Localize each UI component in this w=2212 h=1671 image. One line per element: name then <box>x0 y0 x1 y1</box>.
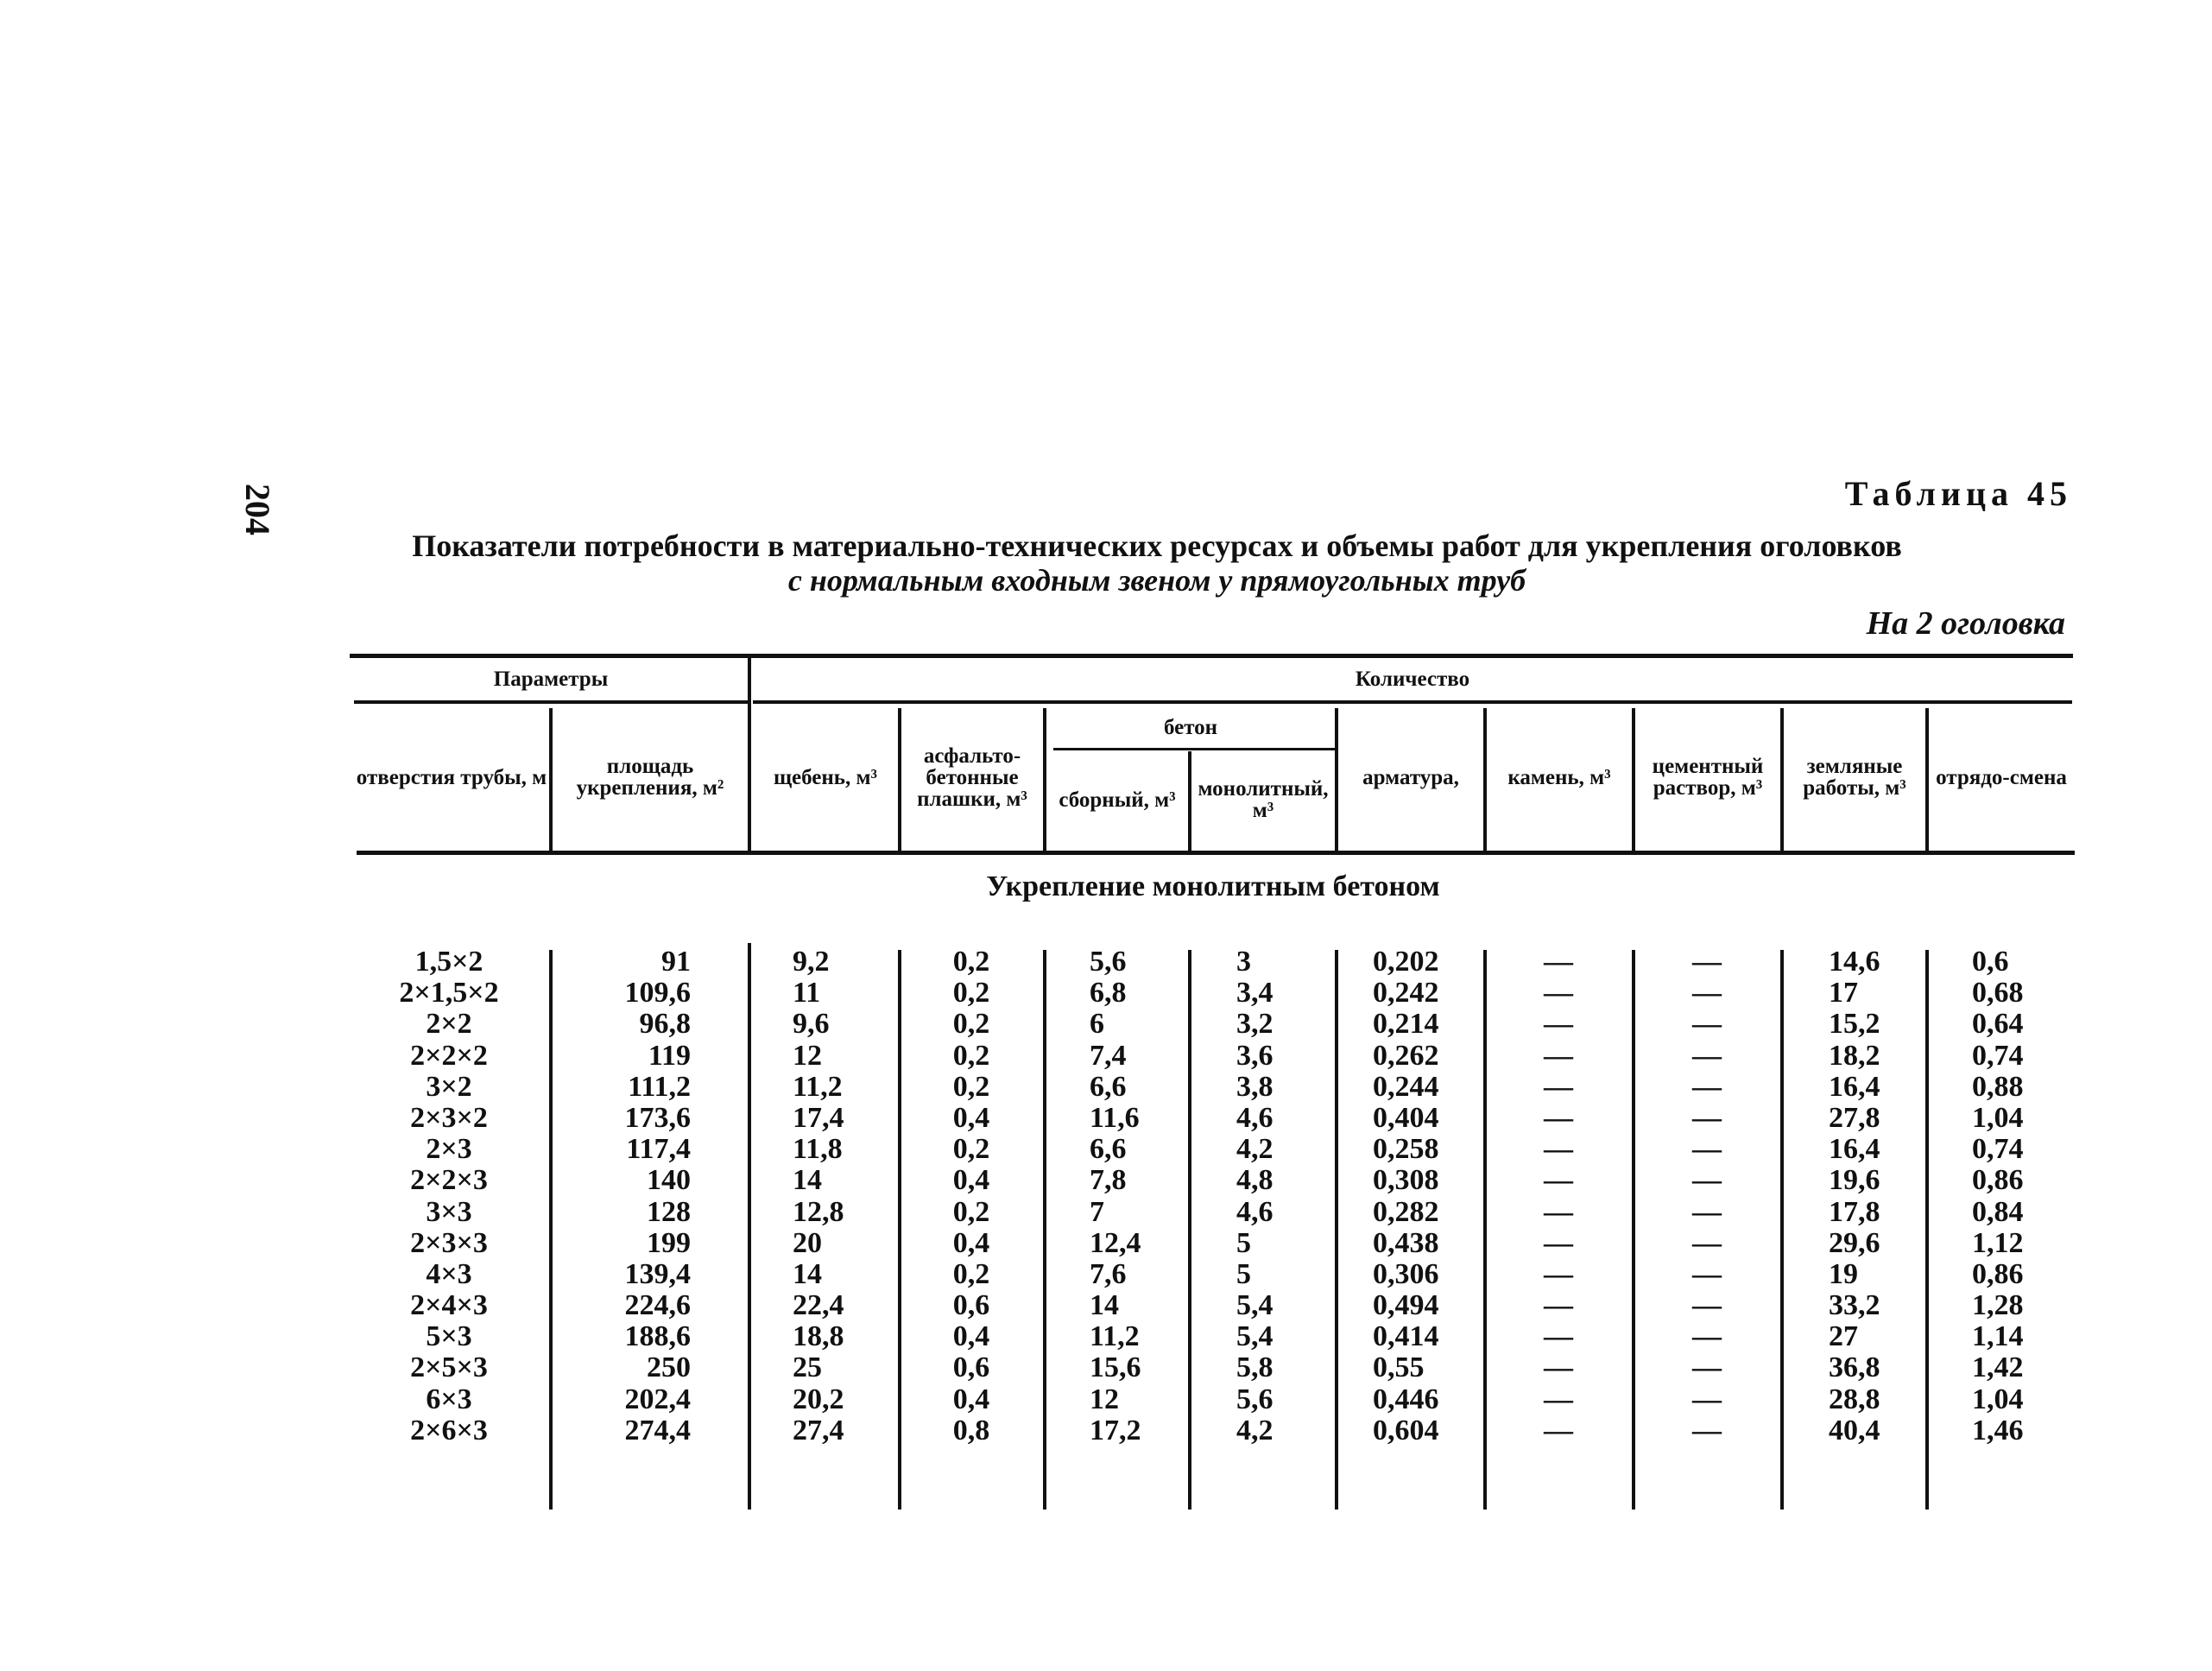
table-cell: 17 <box>1829 977 1858 1010</box>
table-cell: — <box>1692 1008 1722 1041</box>
column-earthwork <box>1829 946 1915 1446</box>
table-cell: 1,04 <box>1972 1101 2024 1134</box>
header-shifts: отрядо-смена <box>1936 765 2067 789</box>
table-cell: 0,438 <box>1373 1226 1439 1259</box>
table-cell: — <box>1544 946 1573 978</box>
vrule-body-6 <box>1335 950 1338 1510</box>
table-cell: 33,2 <box>1829 1289 1880 1322</box>
table-cell: 12 <box>793 1039 822 1072</box>
table-cell: 199 <box>647 1226 691 1259</box>
table-cell: — <box>1544 1133 1573 1166</box>
table-cell: 4,2 <box>1236 1133 1273 1166</box>
table-cell: 0,4 <box>952 1164 990 1197</box>
table-cell: 4,2 <box>1236 1414 1273 1446</box>
table-cell: 0,258 <box>1373 1133 1439 1166</box>
table-cell: 17,2 <box>1090 1414 1141 1446</box>
table-cell: 2×4×3 <box>410 1289 488 1322</box>
vrule-hdr-8 <box>1780 708 1784 851</box>
table-cell: 0,74 <box>1972 1133 2024 1166</box>
vrule-hdr-2 <box>898 708 901 851</box>
table-cell: — <box>1692 1289 1722 1322</box>
table-cell: 0,446 <box>1373 1383 1439 1415</box>
table-cell: 0,308 <box>1373 1164 1439 1197</box>
table-cell: — <box>1692 946 1722 978</box>
table-cell: 1,42 <box>1972 1351 2024 1384</box>
table-subtitle: с нормальным входным звеном у прямоугольных труб <box>787 563 1526 598</box>
table-cell: — <box>1692 1383 1722 1415</box>
vrule-hdr-6 <box>1483 708 1487 851</box>
table-cell: — <box>1544 1101 1573 1134</box>
vrule-body-8 <box>1632 950 1635 1510</box>
table-cell: 15,6 <box>1090 1351 1141 1384</box>
table-cell: 96,8 <box>639 1008 691 1041</box>
vrule-params-quantity <box>748 658 751 851</box>
table-cell: — <box>1692 1320 1722 1353</box>
table-cell: — <box>1544 1070 1573 1103</box>
table-cell: 9,6 <box>793 1008 830 1041</box>
header-mortar: цементный раствор, м³ <box>1652 755 1764 800</box>
header-asphalt: асфальто-бетонные плашки, м³ <box>917 744 1027 811</box>
table-cell: 128 <box>647 1195 691 1228</box>
table-cell: 224,6 <box>624 1289 691 1322</box>
table-cell: 6 <box>1090 1008 1104 1041</box>
table-cell: 18,2 <box>1829 1039 1880 1072</box>
table-cell: — <box>1692 1039 1722 1072</box>
column-area <box>570 946 691 1446</box>
table-cell: 0,604 <box>1373 1414 1439 1446</box>
table-cell: 0,6 <box>952 1289 990 1322</box>
table-cell: 20 <box>793 1226 822 1259</box>
table-cell: 12,8 <box>793 1195 844 1228</box>
table-cell: — <box>1544 1195 1573 1228</box>
table-cell: 0,306 <box>1373 1257 1439 1290</box>
table-cell: — <box>1544 1289 1573 1322</box>
table-cell: 27,4 <box>793 1414 844 1446</box>
table-cell: 5×3 <box>426 1320 472 1353</box>
table-cell: 14,6 <box>1829 946 1880 978</box>
table-cell: 27,8 <box>1829 1101 1880 1134</box>
table-cell: 173,6 <box>624 1101 691 1134</box>
table-cell: 5 <box>1236 1226 1251 1259</box>
table-cell: 11,6 <box>1090 1101 1140 1134</box>
rule-header-bottom <box>357 851 2075 855</box>
table-cell: 0,414 <box>1373 1320 1439 1353</box>
table-cell: 5 <box>1236 1257 1251 1290</box>
column-monolithic <box>1236 946 1331 1446</box>
rule-top <box>350 654 2073 658</box>
page-number: 204 <box>238 484 277 535</box>
vrule-body-7 <box>1483 950 1487 1510</box>
column-asphalt <box>915 946 1027 1446</box>
table-cell: 19,6 <box>1829 1164 1880 1197</box>
table-cell: — <box>1544 1164 1573 1197</box>
vrule-hdr-4 <box>1188 751 1191 851</box>
table-cell: 0,86 <box>1972 1257 2024 1290</box>
table-cell: 7,8 <box>1090 1164 1127 1197</box>
table-cell: 0,2 <box>952 977 990 1010</box>
table-cell: 12,4 <box>1090 1226 1141 1259</box>
table-cell: 91 <box>661 946 691 978</box>
table-cell: 14 <box>1090 1289 1119 1322</box>
table-cell: — <box>1544 1008 1573 1041</box>
table-cell: — <box>1692 1101 1722 1134</box>
table-cell: 2×3×3 <box>410 1226 488 1259</box>
vrule-body-10 <box>1925 950 1929 1510</box>
table-cell: — <box>1692 1257 1722 1290</box>
table-cell: 3,8 <box>1236 1070 1273 1103</box>
table-cell: — <box>1692 1351 1722 1384</box>
rule-concrete-sub <box>1053 748 1335 750</box>
table-cell: 2×1,5×2 <box>399 977 499 1010</box>
header-stone: камень, м³ <box>1507 765 1611 789</box>
table-cell: 16,4 <box>1829 1070 1880 1103</box>
header-concrete: бетон <box>1163 715 1218 739</box>
table-cell: — <box>1692 1164 1722 1197</box>
section-title: Укрепление монолитным бетоном <box>986 870 1440 902</box>
table-cell: 16,4 <box>1829 1133 1880 1166</box>
table-cell: 14 <box>793 1257 822 1290</box>
table-cell: 188,6 <box>624 1320 691 1353</box>
rule-group-quantity <box>753 700 2072 704</box>
column-precast <box>1090 946 1185 1446</box>
table-cell: 1,5×2 <box>414 946 483 978</box>
table-cell: 6,6 <box>1090 1133 1127 1166</box>
table-cell: 22,4 <box>793 1289 844 1322</box>
column-opening <box>363 946 535 1446</box>
table-cell: 2×3 <box>426 1133 472 1166</box>
table-label: Таблица 45 <box>1844 474 2072 513</box>
table-cell: 0,4 <box>952 1101 990 1134</box>
table-cell: — <box>1692 1195 1722 1228</box>
table-cell: 25 <box>793 1351 822 1384</box>
header-area: площадь укрепления, м² <box>576 755 724 800</box>
table-cell: 109,6 <box>624 977 691 1010</box>
table-cell: 17,8 <box>1829 1195 1880 1228</box>
table-cell: 7,6 <box>1090 1257 1127 1290</box>
table-cell: 3,2 <box>1236 1008 1273 1041</box>
table-cell: 0,8 <box>952 1414 990 1446</box>
table-cell: 18,8 <box>793 1320 844 1353</box>
table-cell: 6×3 <box>426 1383 472 1415</box>
table-cell: 0,244 <box>1373 1070 1439 1103</box>
table-cell: 1,46 <box>1972 1414 2024 1446</box>
table-cell: 0,2 <box>952 946 990 978</box>
table-cell: 0,86 <box>1972 1164 2024 1197</box>
table-cell: 0,2 <box>952 1008 990 1041</box>
table-cell: 0,88 <box>1972 1070 2024 1103</box>
vrule-hdr-7 <box>1632 708 1635 851</box>
table-cell: — <box>1544 1414 1573 1446</box>
table-cell: 4,6 <box>1236 1101 1273 1134</box>
table-cell: 0,214 <box>1373 1008 1439 1041</box>
table-cell: 9,2 <box>793 946 830 978</box>
column-mortar <box>1651 946 1763 1446</box>
vrule-hdr-1 <box>549 708 553 851</box>
table-cell: — <box>1544 1320 1573 1353</box>
table-cell: 0,74 <box>1972 1039 2024 1072</box>
table-cell: 0,404 <box>1373 1101 1439 1134</box>
table-cell: — <box>1544 1226 1573 1259</box>
table-cell: 2×2×3 <box>410 1164 488 1197</box>
table-cell: 3,4 <box>1236 977 1273 1010</box>
header-quantity: Количество <box>1355 667 1470 691</box>
vrule-hdr-9 <box>1925 708 1929 851</box>
table-cell: 12 <box>1090 1383 1119 1415</box>
table-cell: 0,6 <box>952 1351 990 1384</box>
table-cell: 36,8 <box>1829 1351 1880 1384</box>
table-cell: 3 <box>1236 946 1251 978</box>
header-params: Параметры <box>493 667 609 691</box>
table-cell: 40,4 <box>1829 1414 1880 1446</box>
table-cell: 0,242 <box>1373 977 1439 1010</box>
table-cell: 117,4 <box>626 1133 691 1166</box>
table-cell: 5,8 <box>1236 1351 1273 1384</box>
table-cell: 274,4 <box>624 1414 691 1446</box>
table-cell: 0,4 <box>952 1383 990 1415</box>
header-precast: сборный, м³ <box>1059 788 1176 812</box>
header-monolithic: монолитный, м³ <box>1198 777 1329 822</box>
table-cell: 0,55 <box>1373 1351 1425 1384</box>
table-cell: 0,2 <box>952 1195 990 1228</box>
table-cell: 0,282 <box>1373 1195 1439 1228</box>
table-cell: 2×2 <box>426 1008 472 1041</box>
table-cell: — <box>1692 1070 1722 1103</box>
table-cell: 11,8 <box>793 1133 843 1166</box>
table-cell: 202,4 <box>624 1383 691 1415</box>
table-cell: — <box>1692 977 1722 1010</box>
table-cell: 2×2×2 <box>410 1039 488 1072</box>
table-cell: 5,4 <box>1236 1289 1273 1322</box>
table-cell: 28,8 <box>1829 1383 1880 1415</box>
table-cell: 5,6 <box>1090 946 1127 978</box>
header-earthwork: земляные работы, м³ <box>1803 755 1906 800</box>
vrule-body-4 <box>1043 950 1046 1510</box>
table-cell: 1,28 <box>1972 1289 2024 1322</box>
table-title: Показатели потребности в материально-технических ресурсах и объемы работ для укрепления оголовков <box>412 529 1902 563</box>
table-cell: 0,494 <box>1373 1289 1439 1322</box>
table-cell: 17,4 <box>793 1101 844 1134</box>
column-shifts <box>1972 946 2067 1446</box>
table-cell: 3,6 <box>1236 1039 1273 1072</box>
column-gravel <box>793 946 888 1446</box>
table-cell: — <box>1544 1351 1573 1384</box>
header-gravel: щебень, м³ <box>773 765 878 789</box>
table-cell: 0,2 <box>952 1070 990 1103</box>
table-cell: 3×3 <box>426 1195 472 1228</box>
table-cell: 3×2 <box>426 1070 472 1103</box>
rule-group-params <box>354 700 748 704</box>
table-cell: 140 <box>647 1164 691 1197</box>
table-cell: 1,12 <box>1972 1226 2024 1259</box>
vrule-hdr-5 <box>1335 708 1338 851</box>
table-cell: 11 <box>793 977 821 1010</box>
table-cell: 15,2 <box>1829 1008 1880 1041</box>
table-cell: 119 <box>648 1039 691 1072</box>
vrule-body-1 <box>549 950 553 1510</box>
vrule-body-2 <box>748 943 751 1510</box>
table-cell: 7,4 <box>1090 1039 1127 1072</box>
table-cell: 2×3×2 <box>410 1101 488 1134</box>
column-stone <box>1502 946 1615 1446</box>
table-cell: 6,6 <box>1090 1070 1127 1103</box>
table-cell: 0,2 <box>952 1039 990 1072</box>
table-cell: 0,262 <box>1373 1039 1439 1072</box>
vrule-hdr-3 <box>1043 708 1046 851</box>
table-cell: 0,4 <box>952 1226 990 1259</box>
table-cell: 14 <box>793 1164 822 1197</box>
table-cell: 111,2 <box>628 1070 691 1103</box>
table-cell: 0,64 <box>1972 1008 2024 1041</box>
table-cell: 7 <box>1090 1195 1104 1228</box>
table-cell: — <box>1544 1383 1573 1415</box>
table-cell: 0,4 <box>952 1320 990 1353</box>
table-cell: — <box>1692 1414 1722 1446</box>
per-unit-note: На 2 оголовка <box>1866 605 2065 642</box>
table-cell: — <box>1544 1039 1573 1072</box>
table-cell: 0,202 <box>1373 946 1439 978</box>
table-cell: 1,04 <box>1972 1383 2024 1415</box>
table-cell: 0,2 <box>952 1257 990 1290</box>
column-rebar <box>1373 946 1476 1446</box>
table-cell: — <box>1544 1257 1573 1290</box>
table-cell: 27 <box>1829 1320 1858 1353</box>
header-opening: отверстия трубы, м <box>356 765 547 789</box>
header-rebar: арматура, <box>1362 765 1459 789</box>
vrule-body-5 <box>1188 950 1191 1510</box>
table-cell: 2×6×3 <box>410 1414 488 1446</box>
table-cell: 0,2 <box>952 1133 990 1166</box>
table-cell: 5,4 <box>1236 1320 1273 1353</box>
table-cell: 11,2 <box>1090 1320 1140 1353</box>
table-cell: — <box>1544 977 1573 1010</box>
vrule-body-9 <box>1780 950 1784 1510</box>
table-cell: 0,84 <box>1972 1195 2024 1228</box>
table-cell: 1,14 <box>1972 1320 2024 1353</box>
table-cell: 20,2 <box>793 1383 844 1415</box>
table-cell: 11,2 <box>793 1070 843 1103</box>
table-cell: — <box>1692 1226 1722 1259</box>
table-cell: 4,6 <box>1236 1195 1273 1228</box>
table-cell: 250 <box>647 1351 691 1384</box>
table-cell: 139,4 <box>624 1257 691 1290</box>
table-cell: 29,6 <box>1829 1226 1880 1259</box>
table-cell: 6,8 <box>1090 977 1127 1010</box>
table-cell: — <box>1692 1133 1722 1166</box>
table-cell: 0,6 <box>1972 946 2009 978</box>
table-cell: 4,8 <box>1236 1164 1273 1197</box>
table-cell: 19 <box>1829 1257 1858 1290</box>
vrule-body-3 <box>898 950 901 1510</box>
table-cell: 4×3 <box>426 1257 472 1290</box>
table-cell: 2×5×3 <box>410 1351 488 1384</box>
table-cell: 5,6 <box>1236 1383 1273 1415</box>
table-cell: 0,68 <box>1972 977 2024 1010</box>
